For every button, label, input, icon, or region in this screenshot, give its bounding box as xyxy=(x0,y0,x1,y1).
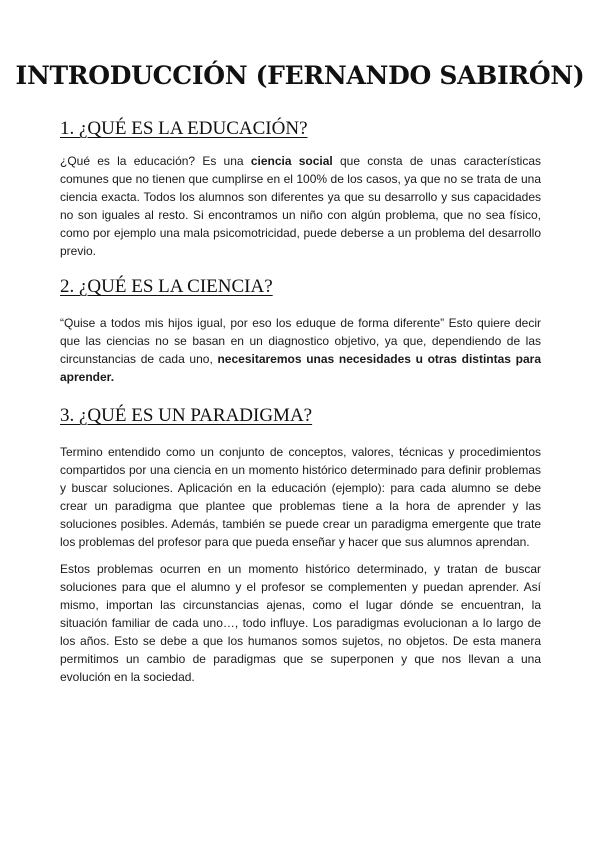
document-title: INTRODUCCIÓN (FERNANDO SABIRÓN) xyxy=(15,61,585,90)
paragraph-educacion xyxy=(60,152,541,260)
bold-conclusion: necesitaremos unas necesidades u otras distintas para aprender. xyxy=(60,352,541,384)
section-heading-paradigma: 3. ¿QUÉ ES UN PARADIGMA? xyxy=(60,405,313,426)
paragraph-paradigma-definicion: Termino entendido como un conjunto de conceptos, valores, técnicas y procedimientos compartidos por una ciencia en un momento histórico determinado para definir problemas y buscar soluciones. Aplicación en la educación (ejemplo): para cada alumno se debe crear un paradigma que plantee que problemas tiene a la hora de aprender y las soluciones posibles. Además, también se puede crear un paradigma emergente que trate los problemas del profesor para que pueda enseñar y hacer que sus alumnos aprendan. xyxy=(60,445,541,549)
section-heading-educacion: 1. ¿QUÉ ES LA EDUCACIÓN? xyxy=(60,118,308,139)
paragraph-ciencia xyxy=(60,314,541,386)
bold-term: ciencia social xyxy=(250,154,333,168)
paragraph-paradigma-evolucion: Estos problemas ocurren en un momento histórico determinado, y tratan de buscar soluciones para que el alumno y el profesor se complementen y puedan aprender. Así mismo, importan las circunstancias ajenas, como el lugar dónde se encuentran, la situación familiar de cada uno…, todo influye. Los paradigmas evolucionan a lo largo de los años. Esto se debe a que los humanos somos sujetos, no objetos. De esta manera permitimos un cambio de paradigmas que se superponen y que nos llevan a una evolución en la sociedad. xyxy=(60,562,541,684)
paragraph-text: que consta de unas características comunes que no tienen que cumplirse en el 100% de los casos, ya que no se trata de una ciencia exacta. Todos los alumnos son diferentes ya que su desarrollo y sus capacidades no son iguales al resto. Si encontramos un niño con algún problema, que no sea físico, como por ejemplo una mala psicomotricidad, puede deberse a un problema del desarrollo previo. xyxy=(60,154,542,258)
section-heading-ciencia: 2. ¿QUÉ ES LA CIENCIA? xyxy=(60,276,273,297)
paragraph-text: ¿Qué es la educación? Es una xyxy=(60,154,251,168)
paragraph-text: “Quise a todos mis hijos igual, por eso los eduque de forma diferente” Esto quiere decir que las ciencias no se basan en un diagnostico objetivo, ya que, dependiendo de las circunstancias de cada uno, xyxy=(60,316,541,366)
